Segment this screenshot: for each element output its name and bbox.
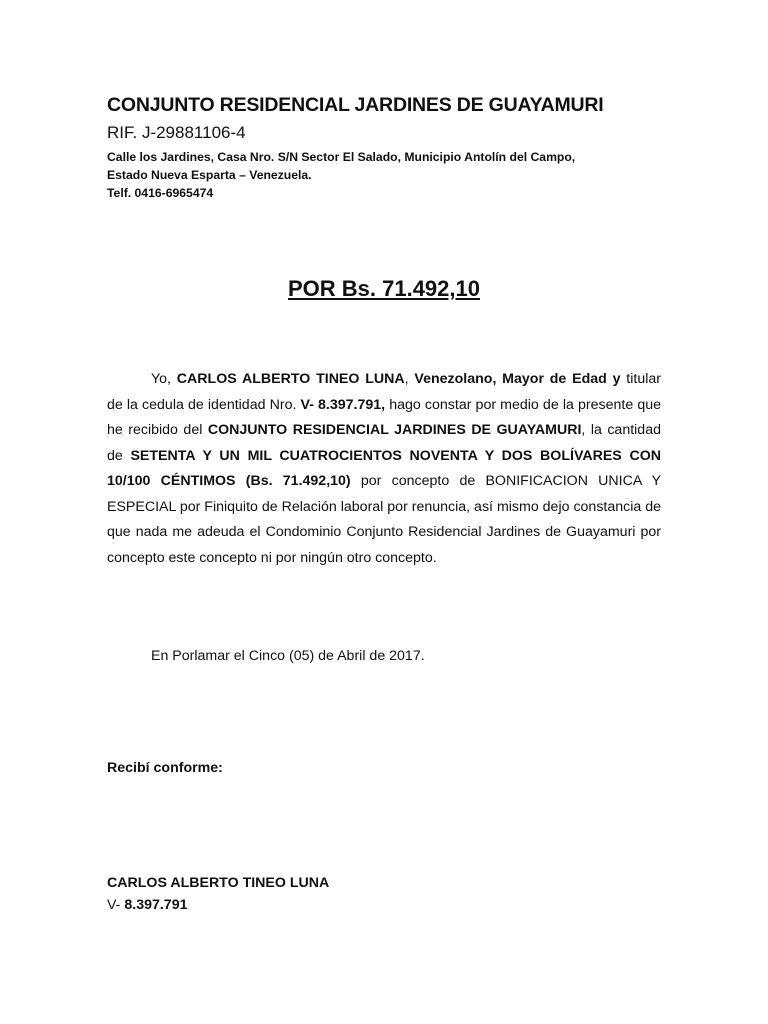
recipient-id: V- 8.397.791, xyxy=(300,396,386,413)
address-block xyxy=(107,148,575,202)
body-part-11: por concepto de BONIFICACION UNICA Y ESPECIAL por Finiquito de Relación laboral por renuncia, así mismo dejo constancia de que nada me adeuda el Condominio Conjunto Residencial Jardines de Guayamuri por concepto este concepto ni por ningún otro concepto. xyxy=(107,473,661,566)
body-part-1: Yo, xyxy=(151,371,177,387)
signature-id xyxy=(107,897,187,913)
amount-title: POR Bs. 71.492,10 xyxy=(287,276,480,301)
organization-name: CONJUNTO RESIDENCIAL JARDINES DE GUAYAMURI xyxy=(107,94,604,116)
address-line-1: Calle los Jardines, Casa Nro. S/N Sector El Salado, Municipio Antolín del Campo, xyxy=(107,150,576,164)
amount-in-words: SETENTA Y UN MIL CUATROCIENTOS NOVENTA Y DOS BOLÍVARES CON 10/100 CÉNTIMOS (Bs. 71.492,10) xyxy=(107,447,661,489)
received-label: Recibí conforme: xyxy=(107,760,223,776)
body-part-3: , xyxy=(404,371,415,387)
body-part-9: , la cantidad de xyxy=(107,422,661,464)
receipt-body xyxy=(107,367,661,571)
recipient-name: CARLOS ALBERTO TINEO LUNA xyxy=(176,371,405,387)
body-part-5: titular de la cedula de identidad Nro. xyxy=(107,371,661,413)
signature-id-prefix: V- xyxy=(107,897,125,913)
date-line: En Porlamar el Cinco (05) de Abril de 2017. xyxy=(151,648,425,664)
payer-name: CONJUNTO RESIDENCIAL JARDINES DE GUAYAMURI xyxy=(207,422,582,438)
recipient-nationality: Venezolano, Mayor de Edad y xyxy=(414,371,621,387)
rif-number: RIF. J-29881106-4 xyxy=(107,123,246,142)
signature-name: CARLOS ALBERTO TINEO LUNA xyxy=(107,875,330,891)
address-line-2: Estado Nueva Esparta – Venezuela. xyxy=(107,168,312,182)
signature-id-number: 8.397.791 xyxy=(124,897,188,913)
phone-number: Telf. 0416-6965474 xyxy=(107,186,214,200)
body-part-7: hago constar por medio de la presente que he recibido del xyxy=(107,396,662,438)
